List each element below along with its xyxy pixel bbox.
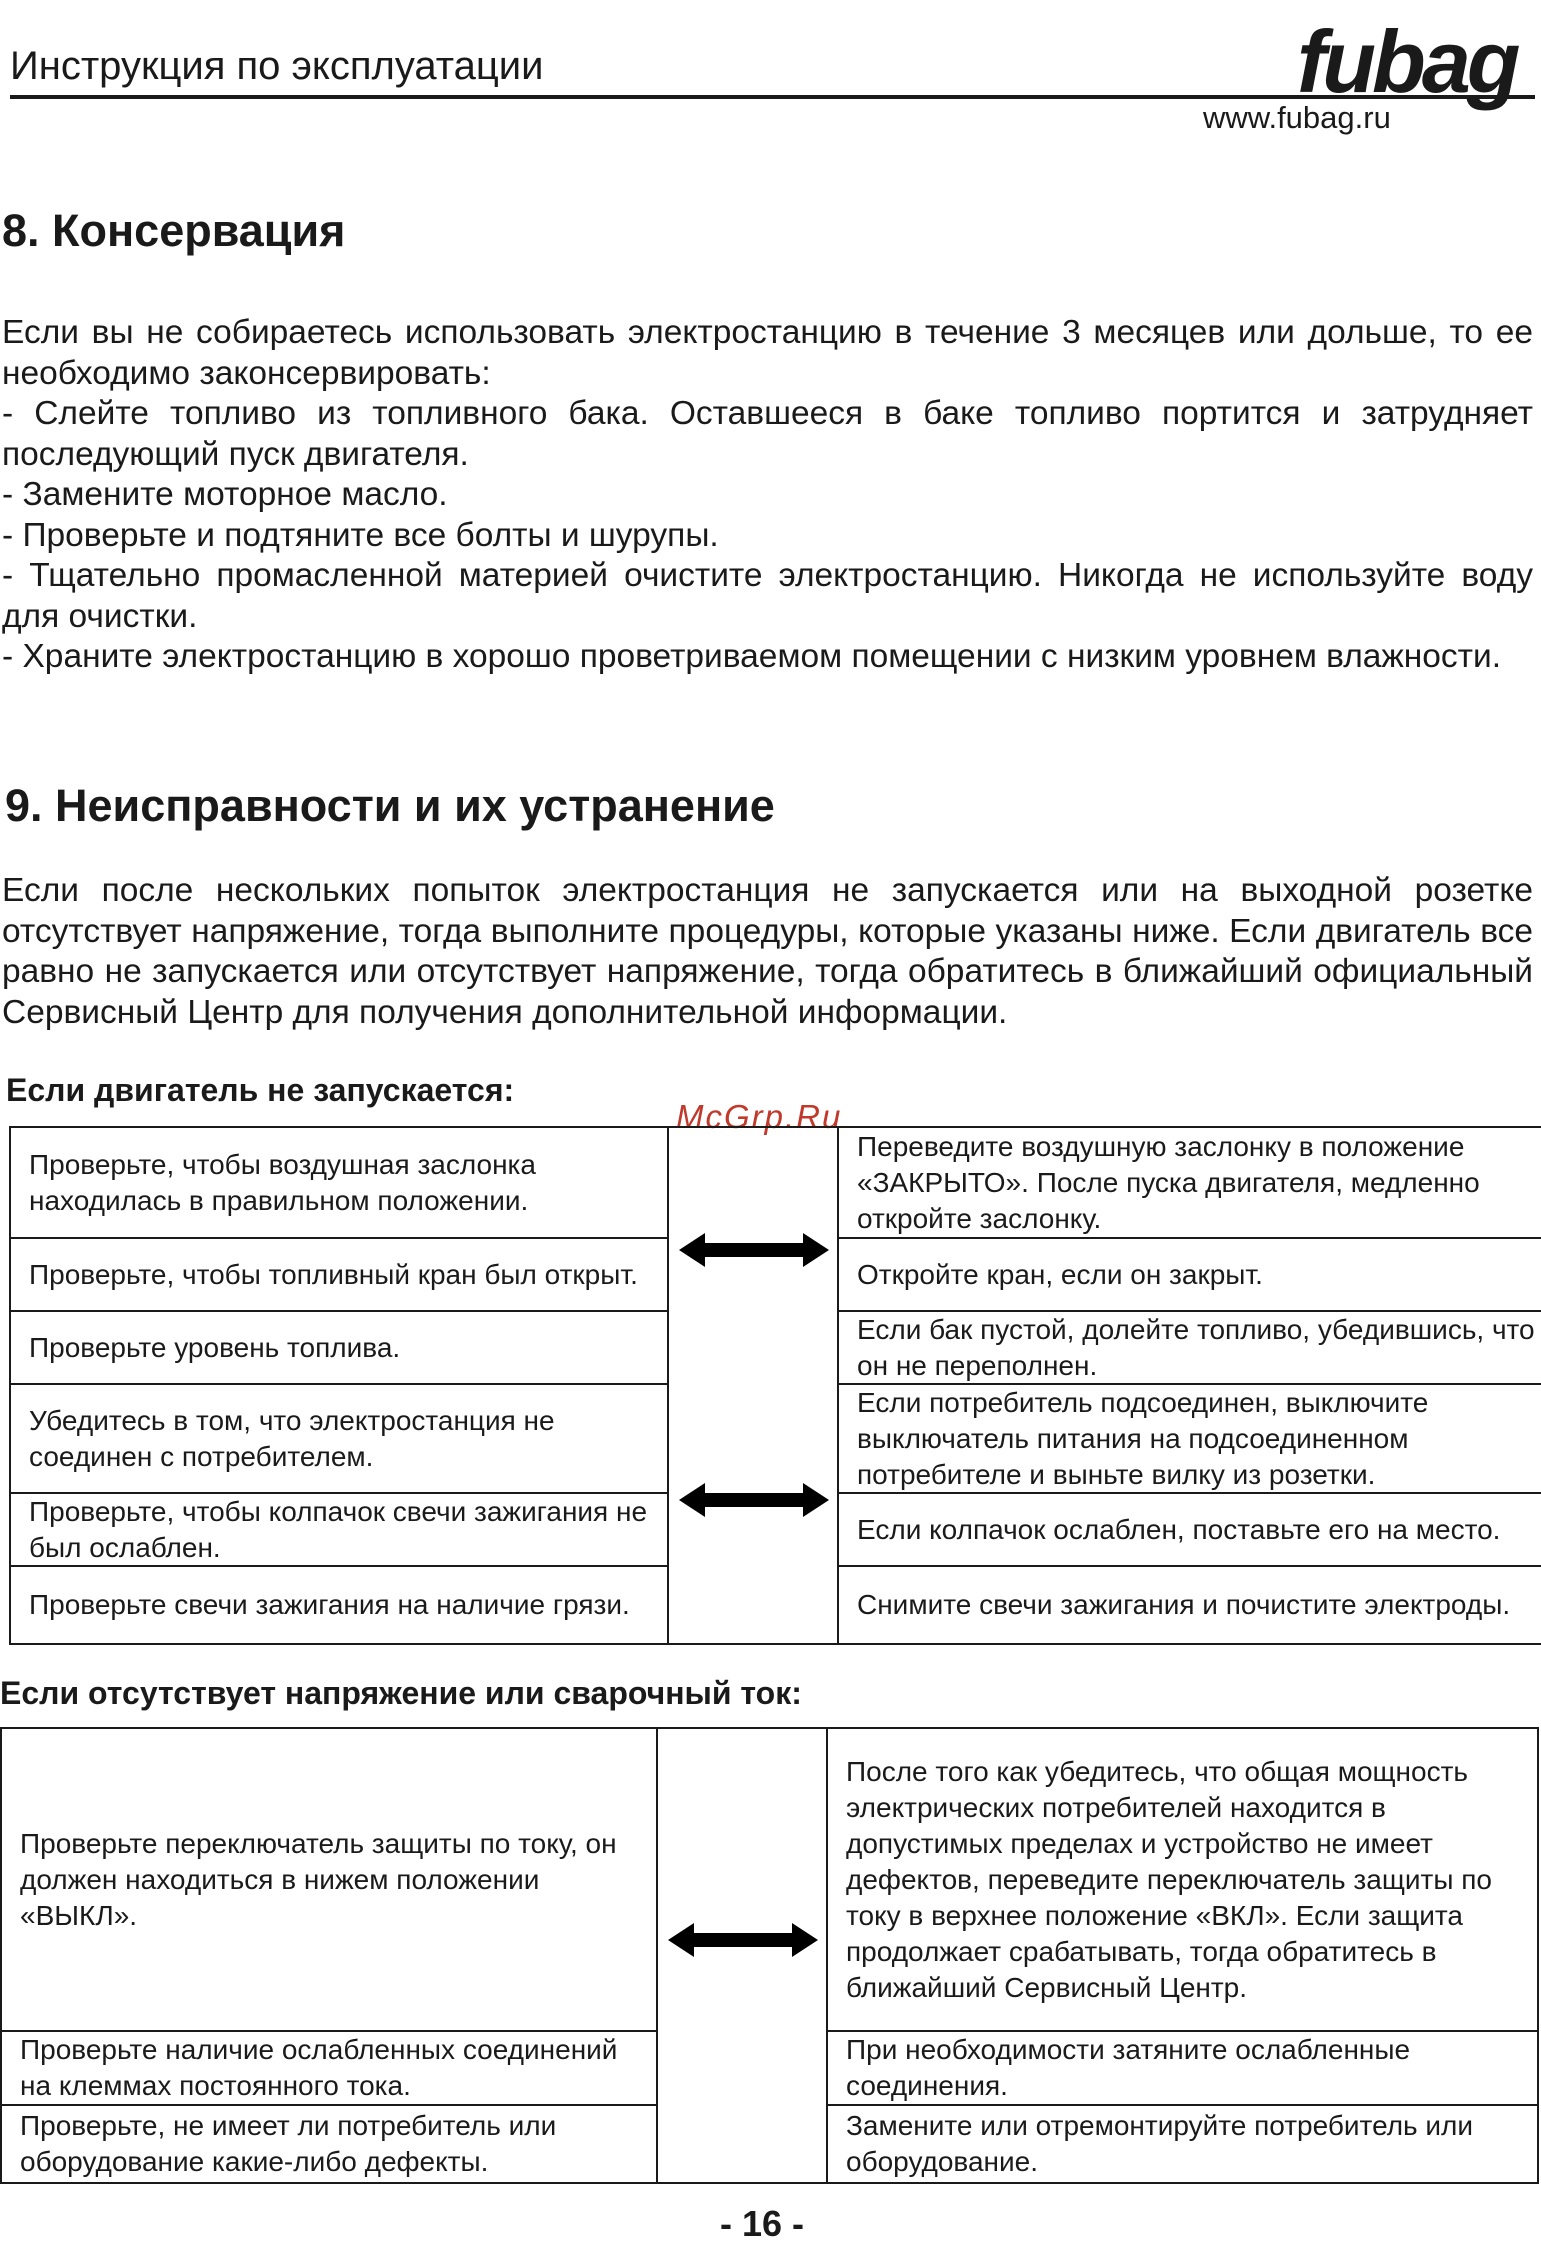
engine-action-text: Переведите воздушную заслонку в положение «ЗАКРЫТО». После пуска двигателя, медленно откройте заслонку. <box>857 1130 1480 1234</box>
list-item: - Замените моторное масло. <box>2 476 448 513</box>
engine-check-text: Проверьте свечи зажигания на наличие грязи. <box>29 1589 630 1620</box>
list-item: - Храните электростанцию в хорошо проветриваемом помещении с низким уровнем влажности. <box>2 638 1502 675</box>
engine-action-text: Если бак пустой, долейте топливо, убедившись, что он не переполнен. <box>857 1313 1535 1381</box>
watermark: McGrp.Ru <box>676 1098 843 1135</box>
voltage-check-text: Проверьте, не имеет ли потребитель или оборудование какие-либо дефекты. <box>20 2110 557 2177</box>
engine-check-cell <box>11 1385 669 1494</box>
voltage-action-text: При необходимости затяните ослабленные соединения. <box>846 2034 1411 2101</box>
engine-check-cell <box>11 1312 669 1385</box>
engine-action-cell <box>837 1239 1541 1312</box>
section-9-heading: 9. Неисправности и их устранение <box>5 780 775 831</box>
double-arrow-icon <box>679 1483 829 1517</box>
engine-action-cell <box>837 1128 1541 1239</box>
page-number: - 16 - <box>720 2203 805 2244</box>
section-9-body <box>2 871 1533 1033</box>
section-9-intro: Если после нескольких попыток электростанция не запускается или на выходной розетке отсутствует напряжение, тогда выполните процедуры, которые указаны ниже. Если двигатель все равно не запускается или отсутствует напряжение, тогда обратитесь в ближайший официальный Сервисный Центр для получения дополнительной информации. <box>2 872 1533 1031</box>
voltage-check-text: Проверьте наличие ослабленных соединений на клеммах постоянного тока. <box>20 2034 618 2101</box>
section-8-body <box>2 313 1533 678</box>
voltage-arrow-column <box>658 1729 826 2182</box>
voltage-action-text: После того как убедитесь, что общая мощность электрических потребителей находится в допустимых пределах и устройство не имеет дефектов, переведите переключатель защиты по току в верхнее положение «ВКЛ». Если защита продолжает срабатывать, тогда обратитесь в ближайший Сервисный Центр. <box>846 1755 1492 2003</box>
document-title: Инструкция по эксплуатации <box>10 44 544 88</box>
voltage-check-cell <box>2 2106 658 2182</box>
voltage-action-cell <box>826 1729 1537 2032</box>
engine-check-text: Проверьте, чтобы колпачок свечи зажигания не был ослаблен. <box>29 1495 648 1563</box>
section-8-heading: 8. Консервация <box>2 205 346 256</box>
svg-text:fubag: fubag <box>1297 22 1517 111</box>
engine-check-text: Проверьте уровень топлива. <box>29 1331 401 1363</box>
engine-check-text: Проверьте, чтобы топливный кран был открыт. <box>29 1258 638 1290</box>
voltage-check-cell <box>2 1729 658 2032</box>
engine-check-text: Убедитесь в том, что электростанция не соединен с потребителем. <box>29 1404 555 1472</box>
engine-check-cell <box>11 1239 669 1312</box>
voltage-action-cell <box>826 2032 1537 2106</box>
engine-check-text: Проверьте, чтобы воздушная заслонка находилась в правильном положении. <box>29 1148 536 1216</box>
website-url: www.fubag.ru <box>1203 100 1391 135</box>
engine-check-cell <box>11 1494 669 1567</box>
voltage-table-heading: Если отсутствует напряжение или сварочный ток: <box>0 1675 802 1711</box>
voltage-check-cell <box>2 2032 658 2106</box>
engine-action-cell <box>837 1312 1541 1385</box>
engine-table-heading: Если двигатель не запускается: <box>6 1072 515 1108</box>
engine-action-text: Снимите свечи зажигания и почистите электроды. <box>857 1589 1511 1620</box>
engine-check-cell <box>11 1567 669 1643</box>
voltage-troubleshooting-table <box>0 1727 1539 2184</box>
engine-troubleshooting-table <box>9 1126 1541 1645</box>
double-arrow-icon <box>668 1923 818 1957</box>
voltage-action-text: Замените или отремонтируйте потребитель или оборудование. <box>846 2110 1474 2177</box>
voltage-check-text: Проверьте переключатель защиты по току, он должен находиться в нижем положении «ВЫКЛ». <box>20 1827 617 1931</box>
list-item: - Тщательно промасленной материей очистите электростанцию. Никогда не используйте воду для очистки. <box>2 557 1533 635</box>
engine-arrow-column <box>669 1128 837 1643</box>
voltage-action-cell <box>826 2106 1537 2182</box>
engine-action-text: Откройте кран, если он закрыт. <box>857 1258 1263 1290</box>
list-item: - Слейте топливо из топливного бака. Оставшееся в баке топливо портится и затрудняет последующий пуск двигателя. <box>2 395 1533 473</box>
double-arrow-icon <box>679 1233 829 1267</box>
list-item: - Проверьте и подтяните все болты и шурупы. <box>2 516 719 554</box>
engine-action-cell <box>837 1567 1541 1643</box>
engine-action-cell <box>837 1385 1541 1494</box>
engine-action-text: Если колпачок ослаблен, поставьте его на место. <box>857 1513 1501 1545</box>
engine-check-cell <box>11 1128 669 1239</box>
section-8-intro: Если вы не собираетесь использовать электростанцию в течение 3 месяцев или дольше, то ее необходимо законсервировать: <box>2 314 1533 392</box>
engine-action-cell <box>837 1494 1541 1567</box>
engine-action-text: Если потребитель подсоединен, выключите выключатель питания на подсоединенном потребителе и выньте вилку из розетки. <box>857 1386 1429 1490</box>
